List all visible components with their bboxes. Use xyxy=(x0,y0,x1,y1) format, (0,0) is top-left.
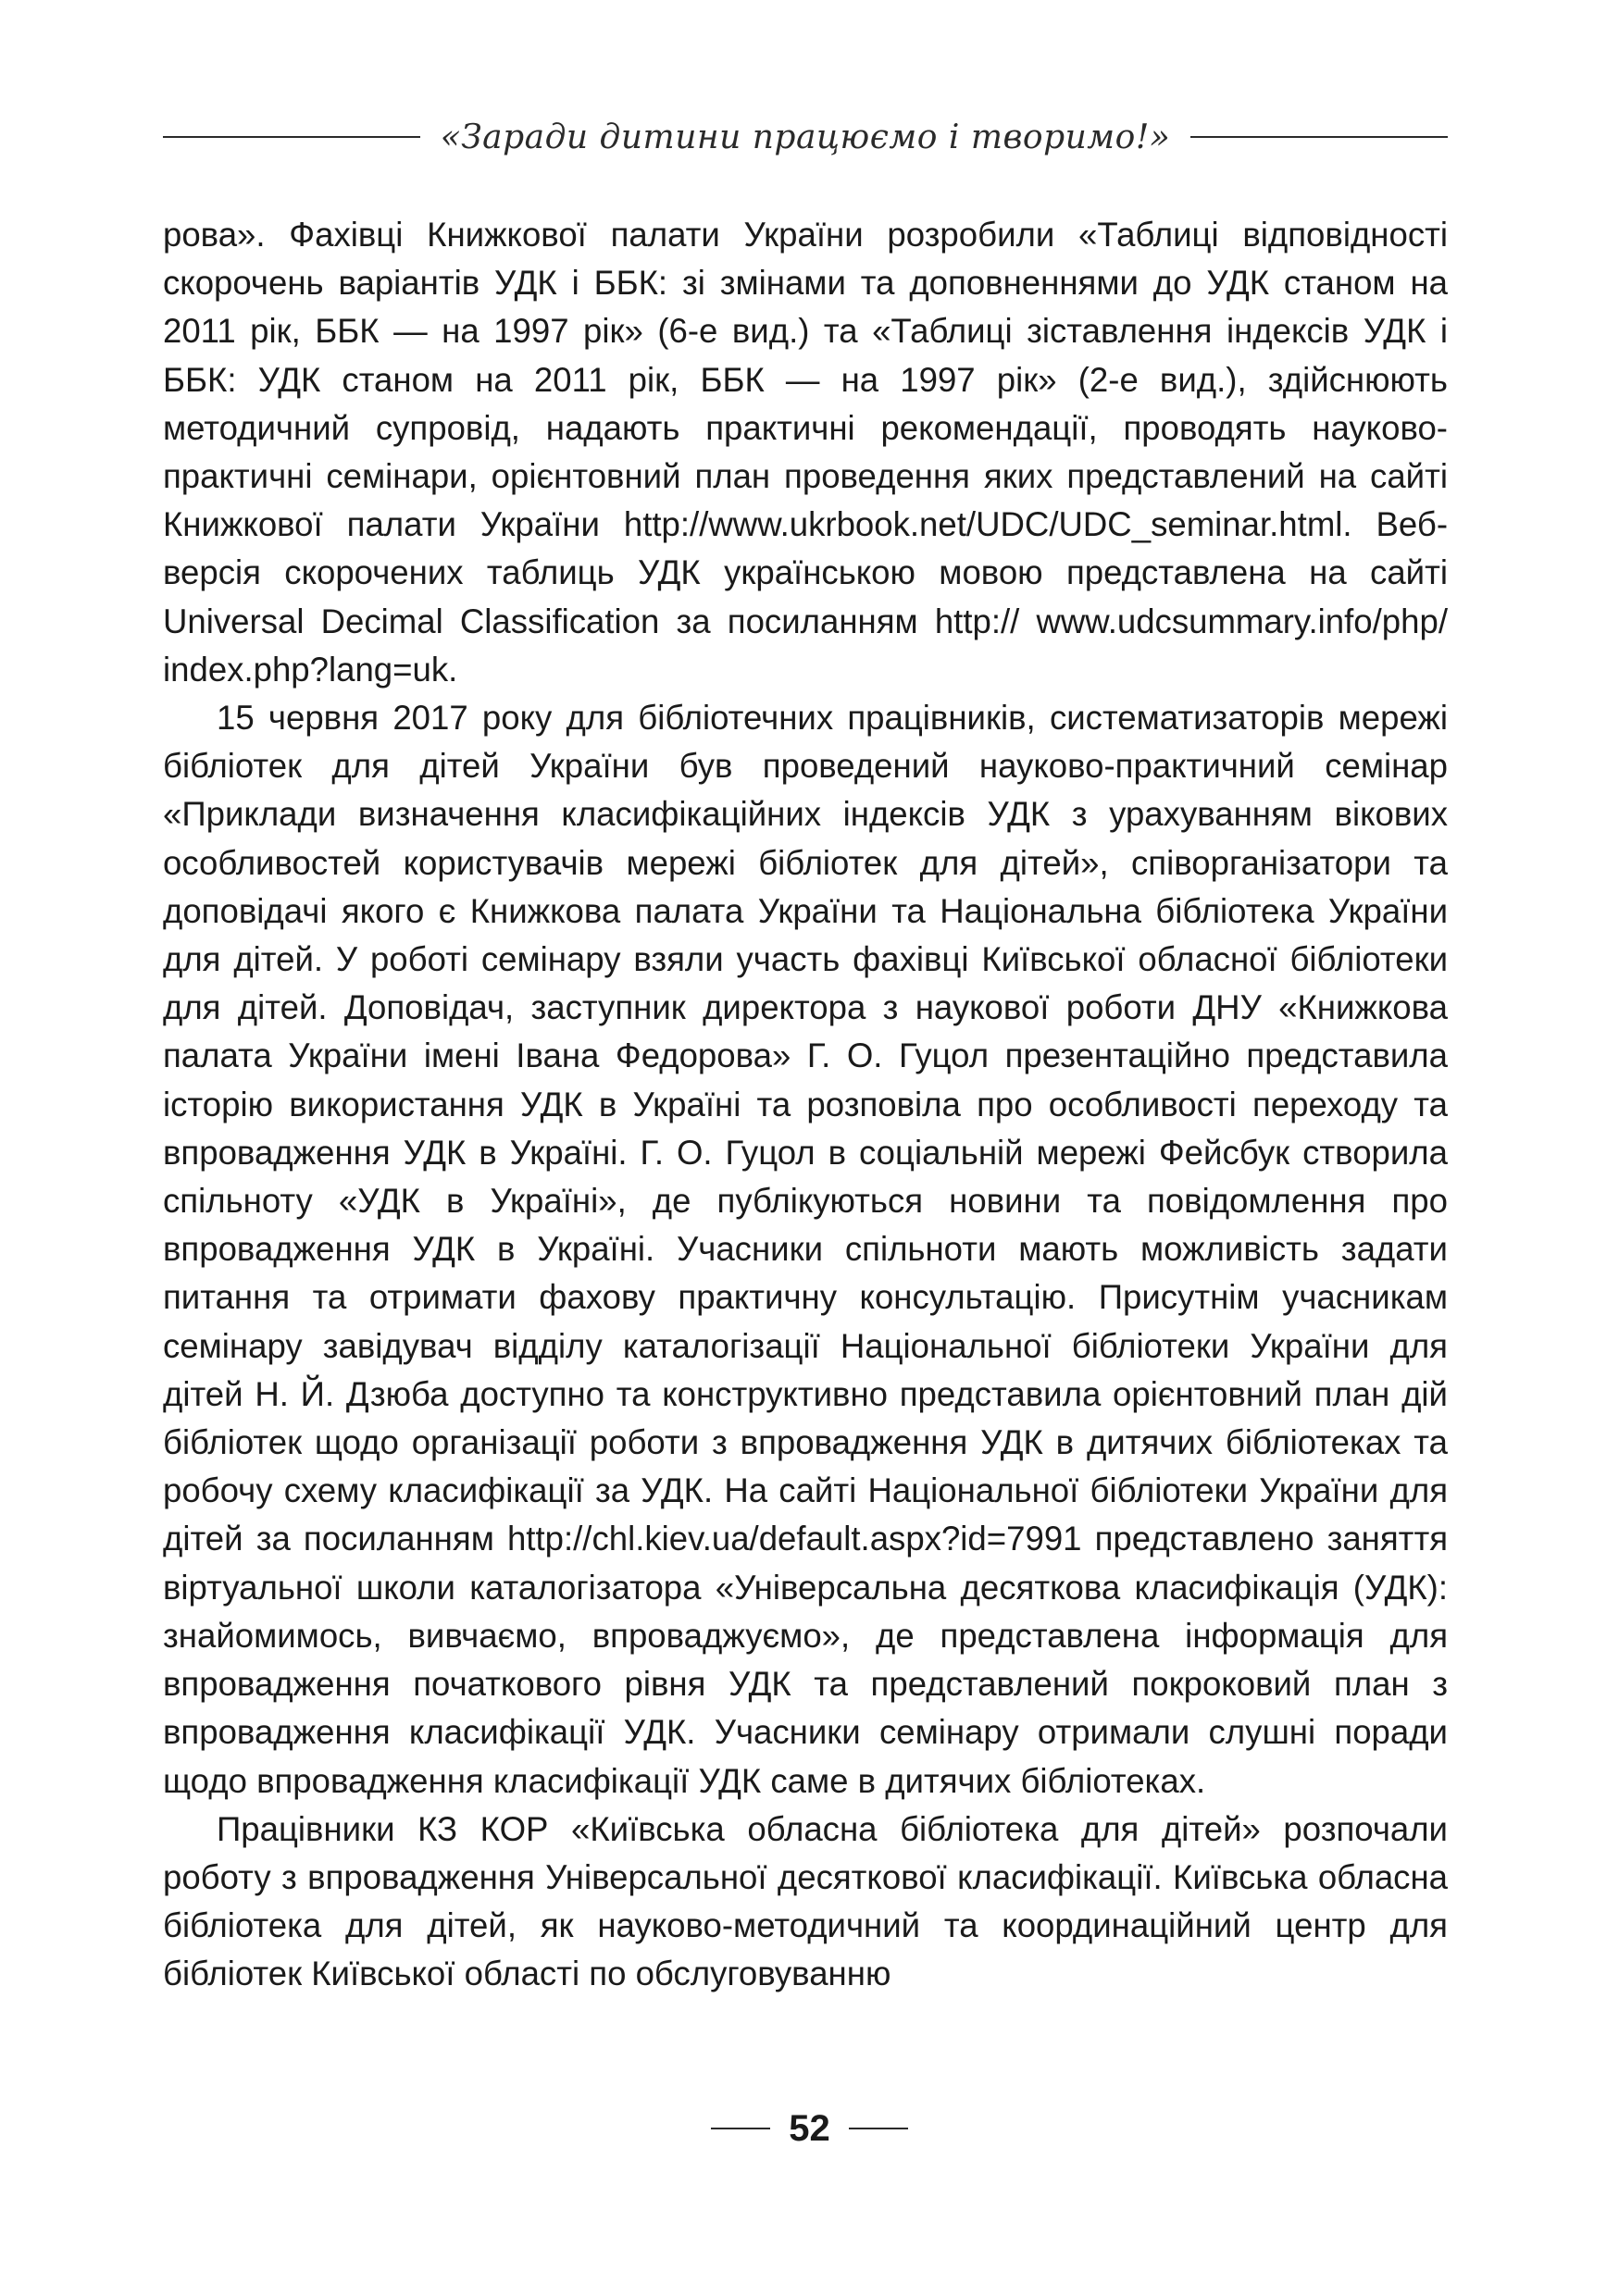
page-footer xyxy=(0,2101,1619,2156)
paragraph-seminar: 15 червня 2017 року для бібліотечних працівників, систематизаторів мережі бібліотек для дітей України був проведений науково-практичний семінар «Приклади визначення класифікаційних індексів УДК з урахуванням вікових особливостей користувачів мережі бібліотек для дітей», співорганізатори та доповідачі якого є Книжкова палата України та Національна бібліотека України для дітей. У роботі семінару взяли участь фахівці Київської обласної бібліотеки для дітей. Доповідач, заступник директора з наукової роботи ДНУ «Книжкова палата України імені Івана Федорова» Г. О. Гуцол презентаційно представила історію використання УДК в Україні та розповіла про особливості переходу та впровадження УДК в Україні. Г. О. Гуцол в соціальній мережі Фейсбук створила спільноту «УДК в Україні», де публікуються новини та повідомлення про впровадження УДК в Україні. Учасники спільноти мають можливість задати питання та отримати фахову практичну консультацію. Присутнім учасникам семінару завідувач відділу каталогізації Національної бібліотеки України для дітей Н. Й. Дзюба доступно та конструктивно представила орієнтовний план дій бібліотек щодо організації роботи з впровадження УДК в дитячих бібліотеках та робочу схему класифікації за УДК. На сайті Національної бібліотеки України для дітей за посиланням http://chl.kiev.ua/default.aspx?id=7991 представлено заняття віртуальної школи каталогізатора «Універсальна десяткова класифікація (УДК): знайомимось, вивчаємо, впроваджуємо», де представлена інформація для впровадження початкового рівня УДК та представлений покроковий план з впровадження класифікації УДК. Учасники семінару отримали слушні поради щодо впровадження класифікації УДК саме в дитячих бібліотеках. xyxy=(163,699,1448,1800)
body-text xyxy=(163,211,1448,1999)
header-rule-left xyxy=(163,136,420,138)
running-title: «Заради дитини працюємо і творимо!» xyxy=(440,118,1171,156)
paragraph-regional-library: Працівники КЗ КОР «Київська обласна бібліотека для дітей» розпочали роботу з впровадження Універсальної десяткової класифікації. Київська обласна бібліотека для дітей, як науково-методичний та координаційний центр для бібліотек Київської області по обслуговуванню xyxy=(163,1809,1448,1993)
header-rule-right xyxy=(1190,136,1448,138)
folio-rule-left xyxy=(711,2128,770,2129)
running-header xyxy=(163,109,1448,165)
page-number: 52 xyxy=(789,2107,830,2149)
folio-rule-right xyxy=(849,2128,908,2129)
paragraph-continued: рова». Фахівці Книжкової палати України розробили «Таблиці відповідності скорочень варіантів УДК і ББК: зі змінами та доповненнями до УДК станом на 2011 рік, ББК — на 1997 рік» (6-е вид.) та «Таблиці зіставлення індексів УДК і ББК: УДК станом на 2011 рік, ББК — на 1997 рік» (2-е вид.), здійснюють методичний супровід, надають практичні рекомендації, проводять науково-практичні семінари, орієнтовний план проведення яких представлений на сайті Книжкової палати України http://www.ukrbook.net/UDC/UDC_seminar.html. Веб-версія скорочених таблиць УДК українською мовою представлена на сайті Universal Decimal Classification за посиланням http:// www.udcsummary.info/php/ index.php?lang=uk. xyxy=(163,216,1448,689)
